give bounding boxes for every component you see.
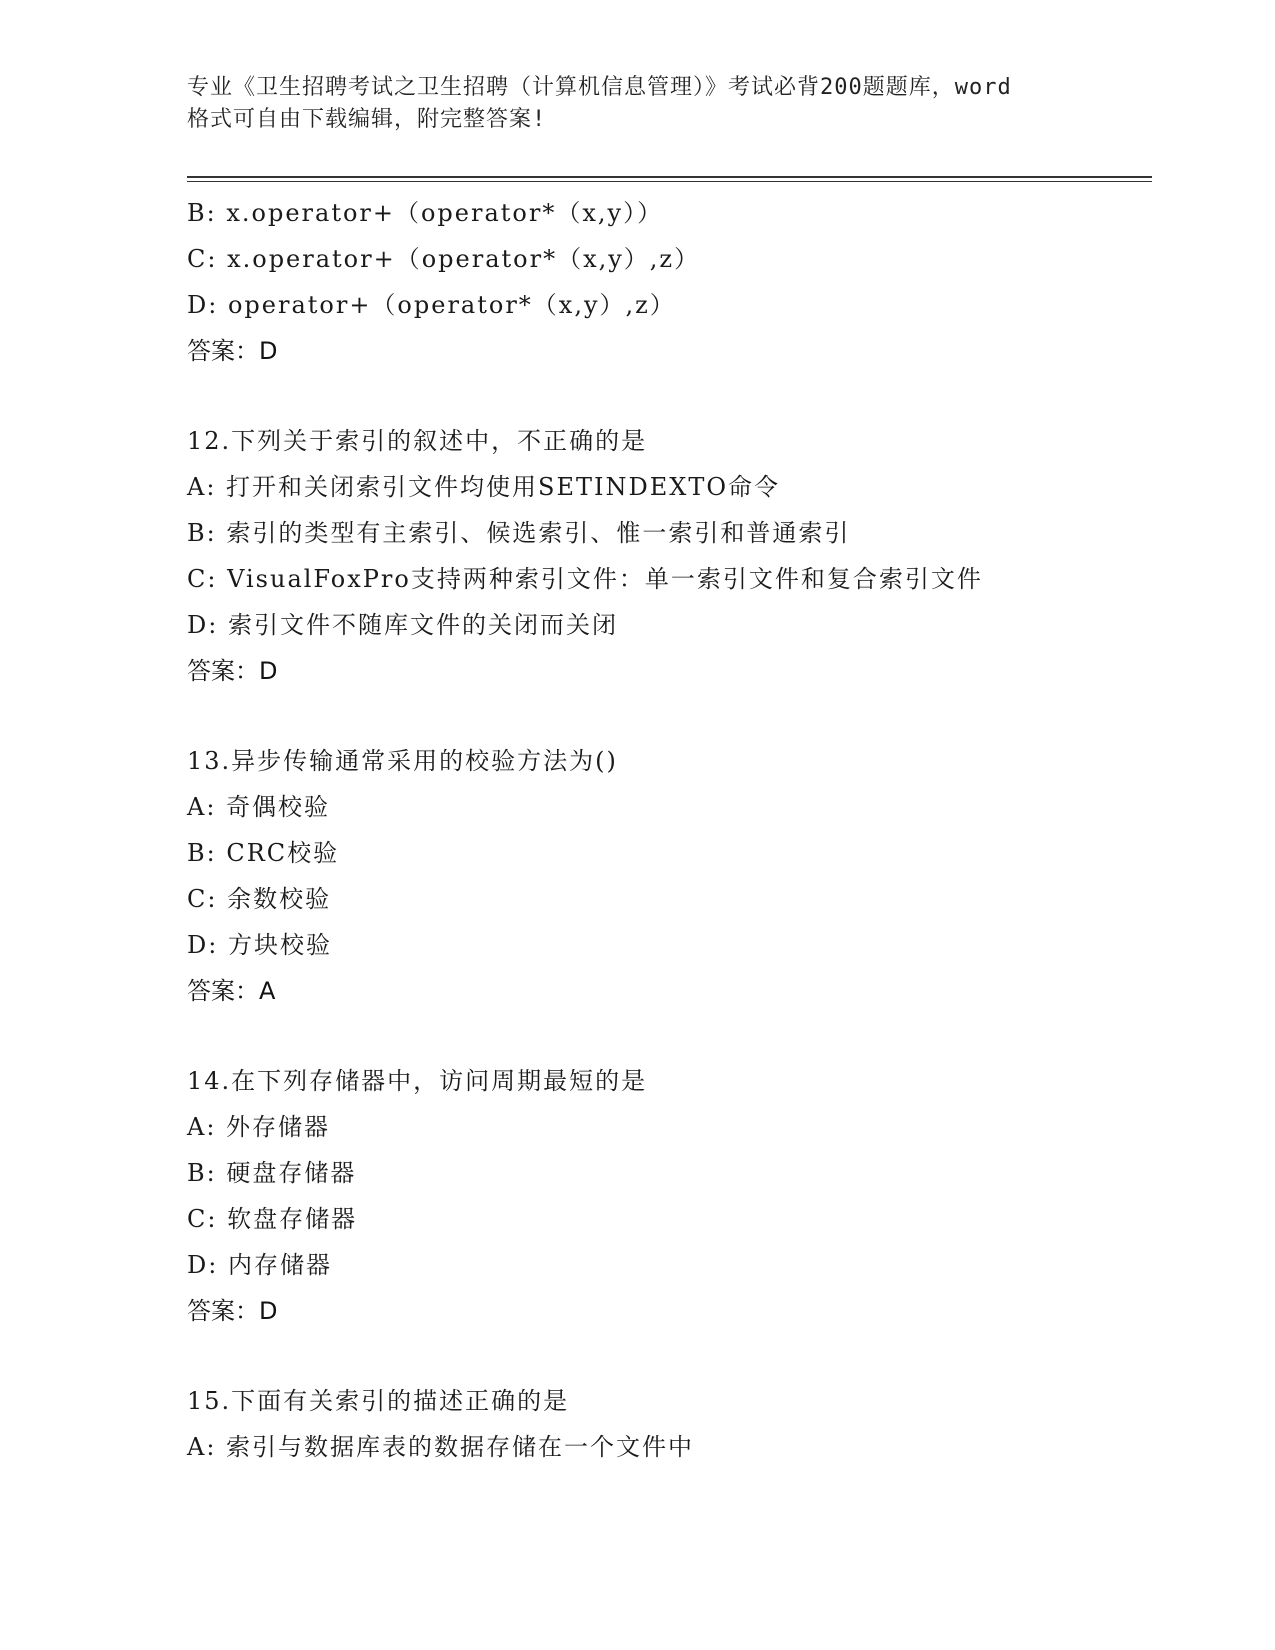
option-c: C: 余数校验 [187,885,332,913]
answer-line: 答案：D [187,1297,278,1325]
question-spacer [187,694,1147,738]
question-spacer [187,374,1147,418]
question-stem: 12.下列关于索引的叙述中，不正确的是 [187,427,648,455]
question-stem: 15.下面有关索引的描述正确的是 [187,1387,570,1415]
document-header [187,72,1087,136]
option-c: C: 软盘存储器 [187,1205,358,1233]
option-b: B: x.operator+（operator*（x,y）） [187,199,664,227]
option-d: D: 索引文件不随库文件的关闭而关闭 [187,611,618,639]
option-c: C: x.operator+（operator*（x,y）,z） [187,245,701,273]
option-b: B: CRC校验 [187,839,340,867]
option-a: A: 奇偶校验 [187,793,331,821]
question-12 [187,418,1147,694]
option-d: D: 方块校验 [187,931,332,959]
option-b: B: 硬盘存储器 [187,1159,357,1187]
answer-line: 答案：D [187,657,278,685]
option-a: A: 打开和关闭索引文件均使用SETINDEXTO命令 [187,473,781,501]
answer-line: 答案：D [187,337,278,365]
option-a: A: 外存储器 [187,1113,331,1141]
option-a: A: 索引与数据库表的数据存储在一个文件中 [187,1433,695,1461]
question-list [187,190,1147,1470]
question-11-continued [187,190,1147,374]
question-14 [187,1058,1147,1334]
header-divider-thick [187,176,1152,178]
header-title-line-2: 格式可自由下载编辑，附完整答案! [187,107,547,132]
question-13 [187,738,1147,1014]
option-b: B: 索引的类型有主索引、候选索引、惟一索引和普通索引 [187,519,851,547]
question-spacer [187,1014,1147,1058]
option-d: D: 内存储器 [187,1251,332,1279]
question-spacer [187,1334,1147,1378]
header-title-line-1: 专业《卫生招聘考试之卫生招聘（计算机信息管理）》考试必背200题题库，word [187,75,1012,100]
option-c: C: VisualFoxPro支持两种索引文件：单一索引文件和复合索引文件 [187,565,983,593]
question-stem: 14.在下列存储器中，访问周期最短的是 [187,1067,648,1095]
option-d: D: operator+（operator*（x,y）,z） [187,291,676,319]
answer-line: 答案：A [187,977,276,1005]
question-stem: 13.异步传输通常采用的校验方法为() [187,747,618,775]
question-15 [187,1378,1147,1470]
header-divider-thin [187,181,1152,182]
